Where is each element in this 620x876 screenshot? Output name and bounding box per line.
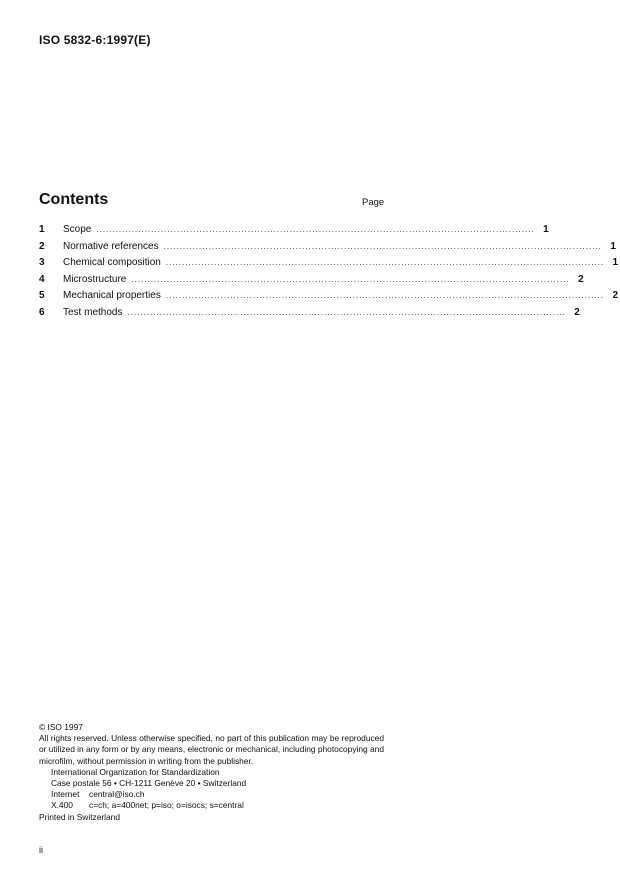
internet-address: central@iso.ch (89, 789, 145, 800)
copyright-block (39, 722, 384, 823)
x400-address: c=ch; a=400net; p=iso; o=isocs; s=central (89, 800, 244, 811)
toc-entry-number: 1 (39, 224, 45, 235)
toc-entry-title: Normative references (63, 240, 159, 252)
toc-entry-page: 1 (543, 224, 549, 235)
contents-heading: Contents (39, 191, 109, 208)
toc-entry-chemical-composition[interactable] (39, 257, 619, 274)
dot-leader: ........................................................................................................................................ (163, 241, 602, 251)
toc-entry-page: 2 (578, 273, 584, 285)
postal-address: Case postale 56 • CH-1211 Genève 20 • Switzerland (51, 778, 247, 789)
dot-leader: ........................................................................................................................................ (96, 225, 535, 234)
x400-label: X.400 (51, 800, 73, 811)
rights-statement: All rights reserved. Unless otherwise specified, no part of this publication may be reproduced or utilized in any form or by any means, electronic or mechanical, including photocopying and microfilm, without permission in writing from the publisher. (39, 733, 384, 766)
toc-entry-number: 2 (39, 240, 45, 252)
page-column-label: Page (362, 197, 385, 208)
toc-entry-number: 6 (39, 306, 45, 318)
dot-leader: ........................................................................................................................................ (131, 274, 570, 284)
toc-entry-number: 3 (39, 257, 45, 269)
dot-leader: ........................................................................................................................................ (165, 291, 605, 301)
page-number: ii (39, 845, 43, 855)
toc-entry-mechanical-properties[interactable] (39, 290, 619, 307)
toc-entry-microstructure[interactable] (39, 273, 584, 291)
toc-entry-title: Test methods (63, 306, 123, 318)
toc-entry-page: 2 (612, 290, 619, 302)
toc-entry-title: Scope (63, 224, 92, 235)
toc-entry-number: 5 (39, 290, 45, 302)
organization-name: International Organization for Standardization (51, 766, 220, 777)
table-of-contents (39, 224, 619, 324)
dot-leader: ........................................................................................................................................ (127, 307, 566, 317)
toc-entry-normative-references[interactable] (39, 240, 616, 258)
toc-entry-page: 1 (610, 240, 616, 252)
toc-entry-page: 1 (612, 257, 619, 269)
toc-entry-page: 2 (574, 306, 580, 318)
x400-contact (39, 800, 384, 811)
internet-contact (39, 789, 384, 800)
copyright-line: © ISO 1997 (39, 722, 83, 732)
toc-entry-test-methods[interactable] (39, 306, 580, 324)
dot-leader: ........................................................................................................................................ (165, 258, 605, 268)
toc-entry-title: Chemical composition (63, 257, 161, 269)
toc-entry-number: 4 (39, 273, 45, 285)
printed-location: Printed in Switzerland (39, 811, 120, 822)
toc-entry-scope[interactable] (39, 224, 549, 241)
toc-entry-title: Microstructure (63, 273, 127, 285)
toc-entry-title: Mechanical properties (63, 290, 161, 302)
document-id: ISO 5832-6:1997(E) (39, 33, 151, 47)
internet-label: Internet (51, 789, 80, 800)
